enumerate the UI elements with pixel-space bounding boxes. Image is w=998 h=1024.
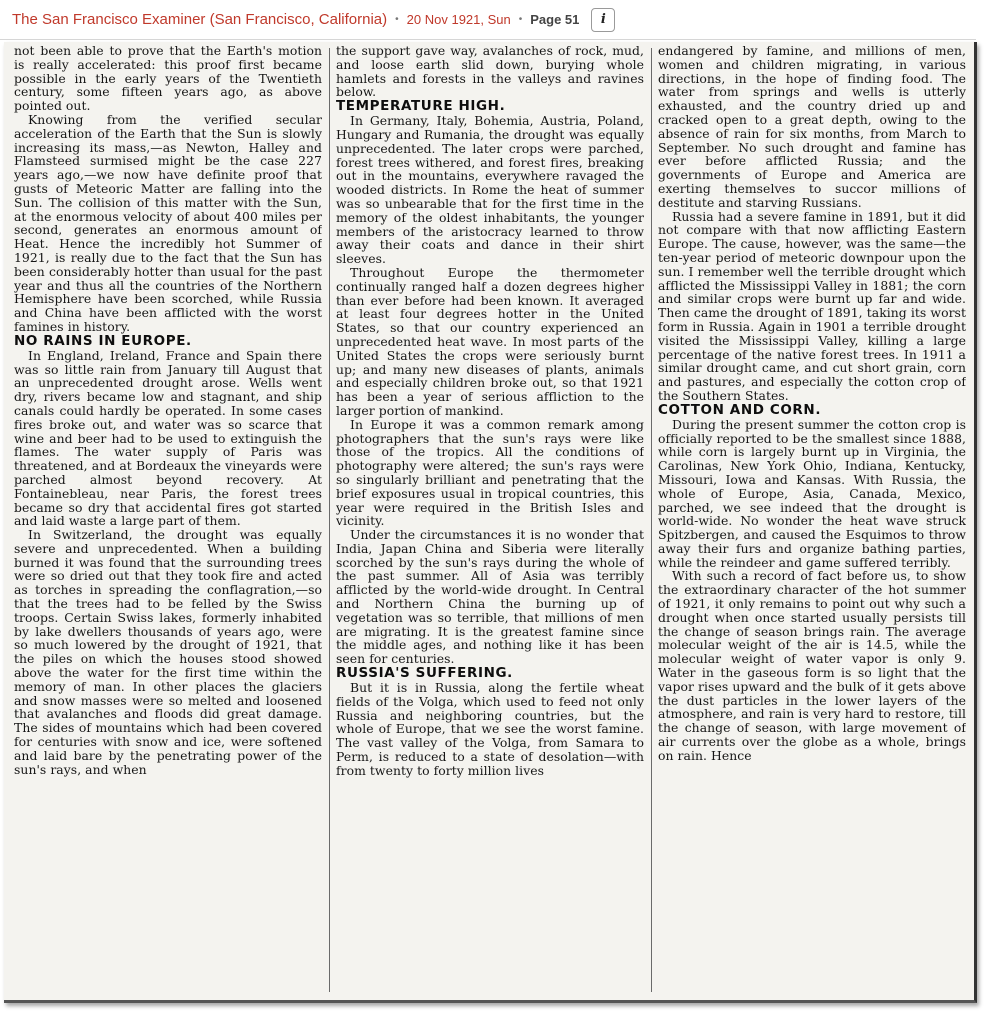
article-paragraph: In Switzerland, the drought was equally severe and unprecedented. When a building burned it was found that the surrounding trees were so dried out that they took fire and acted as torches in spreading the conflagration,—so that the trees had to be felled by the Swiss troops. Certain Swiss lakes, formerly inhabited by lake dwellers thousands of years ago, were so much lowered by the drought of 1921, that the piles on which the houses stood showed above the water for the first time within the memory of man. In other places the glaciers and snow masses were so melted and loosened that avalanches and floods did great damage. The sides of mountains which had been covered for centuries with snow and ice, were softened and laid bare by the penetrating power of the sun's rays, and when: [14, 527, 322, 777]
page-number: Page 51: [530, 12, 580, 27]
article-paragraph: With such a record of fact before us, to show the extraordinary character of the hot summer of 1921, it only remains to point out why such a drought when once started usually persists till the change of season brings rain. The average molecular weight of the air is 14.5, while the molecular weight of water vapor is only 9. Water in the gaseous form is so light that the vapor rises upward and the bulk of it gets above the dust particles in the lower layers of the atmosphere, and rain is very hard to restore, till the change of season, with large movement of air currents over the globe as a whole, brings on rain. Hence: [658, 568, 966, 763]
publication-link[interactable]: The San Francisco Examiner (San Francisco, California): [12, 11, 388, 28]
article-paragraph: In England, Ireland, France and Spain there was so little rain from January till August that an unprecedented drought arose. Wells went dry, rivers became low and stagnant, and ship canals could hardly be operated. In some cases fires broke out, and water was so scarce that wine and beer had to be used to extinguish the flames. The water supply of Paris was threatened, and at Bordeaux the vineyards were parched almost beyond recovery. At Fontainebleau, near Paris, the forest trees became so dry that accidental fires got started and laid waste a large part of them.: [14, 347, 322, 529]
section-heading: RUSSIA'S SUFFERING.: [336, 665, 513, 682]
separator-dot: •: [395, 14, 399, 25]
column-rule: [651, 48, 652, 992]
article-paragraph: But it is in Russia, along the fertile wheat fields of the Volga, which used to feed not only Russia and neighboring countries, but the whole of Europe, that we see the worst famine. The vast valley of the Volga, from Samara to Perm, is reduced to a state of desolation—with from twenty to forty million lives: [336, 680, 644, 778]
article-paragraph: Russia had a severe famine in 1891, but it did not compare with that now afflicting Eastern Europe. The cause, however, was the same—the ten-year period of meteoric downpour upon the sun. I remember well the terrible drought which afflicted the Mississippi Valley in 1881; the corn and similar crops were burnt up far and wide. Then came the drought of 1891, taking its worst form in Russia. Again in 1901 a terrible drought visited the Mississippi Valley, killing a large percentage of the native forest trees. In 1911 a similar drought came, and cut short grain, corn and pastures, and especially the cotton crop of the Southern States.: [658, 208, 966, 403]
article-paragraph: During the present summer the cotton crop is officially reported to be the smallest since 1888, while corn is largely burnt up in Virginia, the Carolinas, New York Ohio, Indiana, Kentucky, Missouri, Iowa and Kansas. With Russia, the whole of Europe, Asia, Canada, Mexico, parched, we see indeed that the drought is world-wide. No wonder the heat wave struck Spitzbergen, and caused the Esquimos to throw away their furs and organize bathing parties, while the reindeer and game suffered terribly.: [658, 416, 966, 570]
article-paragraph: In Germany, Italy, Bohemia, Austria, Poland, Hungary and Rumania, the drought was equally unprecedented. The later crops were parched, forest trees withered, and forest fires, breaking out in the mountains, everywhere ravaged the wooded districts. In Rome the heat of summer was so unbearable that for the first time in the memory of the oldest inhabitants, the younger members of the aristocracy learned to throw away their coats and dance in their shirt sleeves.: [336, 113, 644, 267]
newspaper-clipping: [4, 42, 977, 1003]
article-paragraph: In Europe it was a common remark among photographers that the sun's rays were like those of the tropics. All the conditions of photography were altered; the sun's rays were so singularly brilliant and penetrating that the brief exposures usual in tropical countries, this year were required in the British Isles and vicinity.: [336, 416, 644, 529]
article-column-3: [658, 44, 966, 994]
date-link[interactable]: 20 Nov 1921, Sun: [406, 12, 511, 27]
column-rule: [329, 48, 330, 992]
article-paragraph: Throughout Europe the thermometer continually ranged half a dozen degrees higher than ever before had been known. It averaged at least four degrees hotter in the United States, so that our country experienced an unprecedented heat wave. In most parts of the United States the crops were seriously burnt up; and many new diseases of plants, animals and especially children broke out, so that 1921 has been a year of serious affliction to the larger portion of mankind.: [336, 264, 644, 418]
article-paragraph: the support gave way, avalanches of rock, mud, and loose earth slid down, burying whole hamlets and forests in the valleys and ravines below.: [336, 44, 644, 100]
article-paragraph: not been able to prove that the Earth's motion is really accelerated: this proof first became possible in the early years of the Twentieth century, some fifteen years ago, as above pointed out.: [14, 44, 322, 114]
info-button[interactable]: i: [591, 8, 615, 32]
section-heading: NO RAINS IN EUROPE.: [14, 332, 192, 349]
article-paragraph: Knowing from the verified secular acceleration of the Earth that the Sun is slowly increasing its mass,—as Newton, Halley and Flamsteed surmised might be the case 227 years ago,—we now have definite proof that gusts of Meteoric Matter are falling into the Sun. The collision of this matter with the Sun, at the enormous velocity of about 400 miles per second, generates an enormous amount of Heat. Hence the incredibly hot Summer of 1921, is really due to the fact that the Sun has been considerably hotter than usual for the past year and thus all the countries of the Northern Hemisphere have been scorched, while Russia and China have been afflicted with the worst famines in history.: [14, 111, 322, 334]
article-column-2: [336, 44, 644, 994]
article-column-1: [14, 44, 322, 994]
section-heading: COTTON AND CORN.: [658, 401, 822, 418]
article-paragraph: endangered by famine, and millions of men, women and children migrating, in various directions, in the hope of finding food. The water from springs and wells is utterly exhausted, and the country dried up and cracked open to a great depth, owing to the absence of rain for six months, from March to September. No such drought and famine has ever before afflicted Russia; and the governments of Europe and America are exerting themselves to succor millions of destitute and starving Russians.: [658, 44, 966, 210]
separator-dot: •: [518, 14, 523, 25]
article-paragraph: Under the circumstances it is no wonder that India, Japan China and Siberia were literally scorched by the sun's rays during the whole of the past summer. All of Asia was terribly afflicted by the world-wide drought. In Central and Northern China the burning up of vegetation was so terrible, that millions of men are migrating. It is the greatest famine since the middle ages, and nothing like it has been seen for centuries.: [336, 527, 644, 667]
section-heading: TEMPERATURE HIGH.: [336, 98, 506, 115]
clipping-header: [0, 0, 976, 40]
